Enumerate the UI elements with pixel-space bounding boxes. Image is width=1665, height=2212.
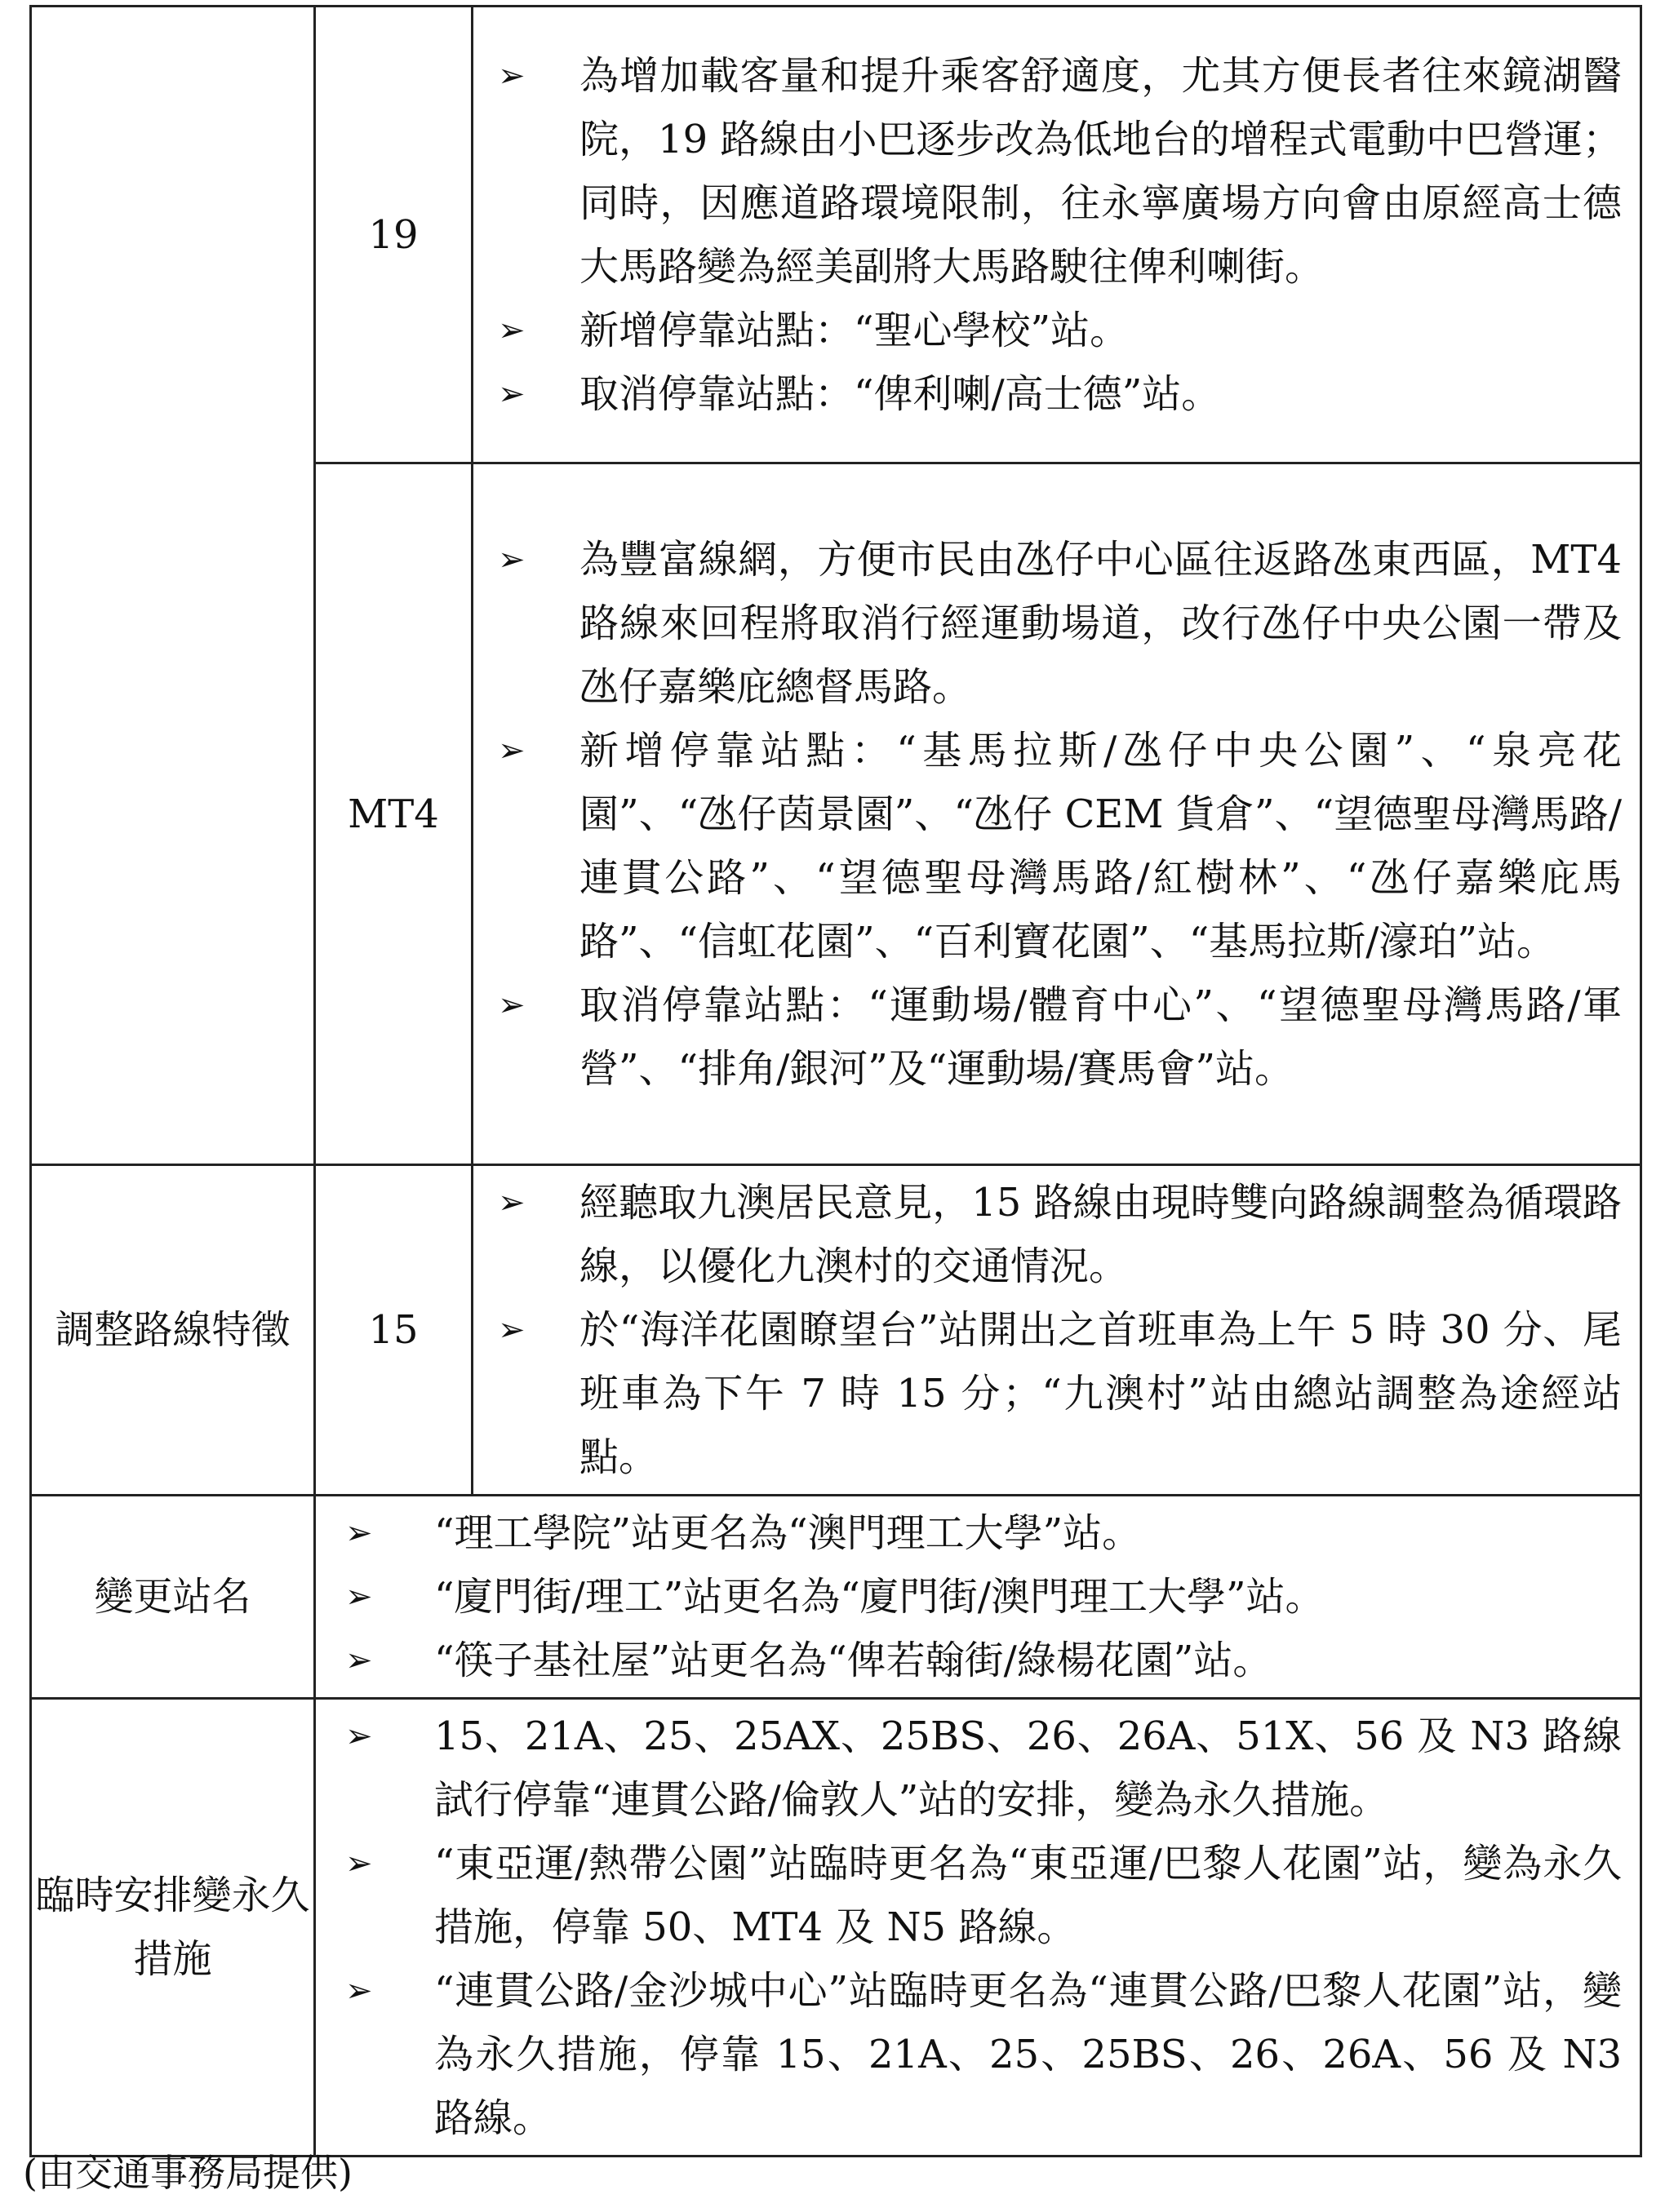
arrow-bullet-icon: ➢ xyxy=(345,1718,373,1755)
bullet-list xyxy=(473,528,1640,1101)
table-row-adjust-route xyxy=(31,1165,1641,1496)
source-note: (由交通事務局提供) xyxy=(23,2151,353,2195)
table-row-rename-stations xyxy=(31,1496,1641,1699)
table-row-route-19 xyxy=(31,7,1641,463)
route-description-cell xyxy=(473,1165,1641,1496)
route-number-cell: MT4 xyxy=(315,463,473,1165)
arrow-bullet-icon: ➢ xyxy=(345,1972,373,2010)
arrow-bullet-icon: ➢ xyxy=(498,1311,526,1349)
list-item: ➢ 經聽取九澳居民意見，15 路線由現時雙向路線調整為循環路線，以優化九澳村的交通情況。 xyxy=(473,1171,1640,1298)
permanent-description-cell xyxy=(315,1699,1641,2157)
arrow-bullet-icon: ➢ xyxy=(498,540,526,578)
list-item: ➢ 取消停靠站點：“俾利喇/高士德”站。 xyxy=(473,362,1640,426)
arrow-bullet-icon: ➢ xyxy=(498,1184,526,1221)
arrow-bullet-icon: ➢ xyxy=(345,1845,373,1882)
bullet-list xyxy=(473,44,1640,426)
list-item: ➢ 15、21A、25、25AX、25BS、26、26A、51X、56 及 N3 路線試行停靠“連貫公路/倫敦人”站的安排，變為永久措施。 xyxy=(316,1704,1640,1832)
rename-description-cell xyxy=(315,1496,1641,1699)
list-item: ➢ “廈門街/理工”站更名為“廈門街/澳門理工大學”站。 xyxy=(316,1565,1640,1629)
category-cell: 調整路線特徵 xyxy=(31,1165,315,1496)
category-cell: 臨時安排變永久措施 xyxy=(31,1699,315,2157)
list-item: ➢ “理工學院”站更名為“澳門理工大學”站。 xyxy=(316,1501,1640,1565)
bullet-list xyxy=(316,1704,1640,2150)
arrow-bullet-icon: ➢ xyxy=(498,986,526,1024)
category-cell: 變更站名 xyxy=(31,1496,315,1699)
route-description-cell xyxy=(473,463,1641,1165)
arrow-bullet-icon: ➢ xyxy=(498,375,526,413)
route-description-cell xyxy=(473,7,1641,463)
bullet-list xyxy=(473,1171,1640,1489)
table-row-permanent-measures xyxy=(31,1699,1641,2157)
route-adjustment-table xyxy=(29,5,1642,2157)
arrow-bullet-icon: ➢ xyxy=(498,56,526,95)
list-item: ➢ “連貫公路/金沙城中心”站臨時更名為“連貫公路/巴黎人花園”站，變為永久措施，停靠 15、21A、25、25BS、26、26A、56 及 N3 路線。 xyxy=(316,1959,1640,2150)
list-item: ➢ 新增停靠站點：“基馬拉斯/氹仔中央公園”、“泉亮花園”、“氹仔茵景園”、“氹仔 CEM 貨倉”、“望德聖母灣馬路/連貫公路”、“望德聖母灣馬路/紅樹林”、“氹仔嘉樂庇馬路”、“信虹花園”、“百利寶花園”、“基馬拉斯/濠珀”站。 xyxy=(473,719,1640,973)
list-item: ➢ 為增加載客量和提升乘客舒適度，尤其方便長者往來鏡湖醫院，19 路線由小巴逐步改為低地台的增程式電動中巴營運；同時，因應道路環境限制，往永寧廣場方向會由原經高士德大馬路變為經美副將大馬路駛往俾利喇街。 xyxy=(473,44,1640,299)
route-number-cell: 19 xyxy=(315,7,473,463)
list-item: ➢ “東亞運/熱帶公園”站臨時更名為“東亞運/巴黎人花園”站，變為永久措施，停靠 50、MT4 及 N5 路線。 xyxy=(316,1832,1640,1959)
route-number-cell: 15 xyxy=(315,1165,473,1496)
arrow-bullet-icon: ➢ xyxy=(345,1578,373,1616)
bullet-list xyxy=(316,1501,1640,1692)
category-cell-continued xyxy=(31,7,315,1165)
list-item: ➢ 取消停靠站點：“運動場/體育中心”、“望德聖母灣馬路/軍營”、“排角/銀河”及“運動場/賽馬會”站。 xyxy=(473,973,1640,1101)
list-item: ➢ 新增停靠站點：“聖心學校”站。 xyxy=(473,299,1640,362)
arrow-bullet-icon: ➢ xyxy=(345,1642,373,1679)
arrow-bullet-icon: ➢ xyxy=(498,311,526,349)
list-item: ➢ 於“海洋花園瞭望台”站開出之首班車為上午 5 時 30 分、尾班車為下午 7 時 15 分；“九澳村”站由總站調整為途經站點。 xyxy=(473,1298,1640,1489)
arrow-bullet-icon: ➢ xyxy=(345,1514,373,1552)
list-item: ➢ “筷子基社屋”站更名為“俾若翰街/綠楊花園”站。 xyxy=(316,1629,1640,1692)
arrow-bullet-icon: ➢ xyxy=(498,731,526,769)
list-item: ➢ 為豐富線網，方便市民由氹仔中心區往返路氹東西區，MT4 路線來回程將取消行經運動場道，改行氹仔中央公園一帶及氹仔嘉樂庇總督馬路。 xyxy=(473,528,1640,719)
